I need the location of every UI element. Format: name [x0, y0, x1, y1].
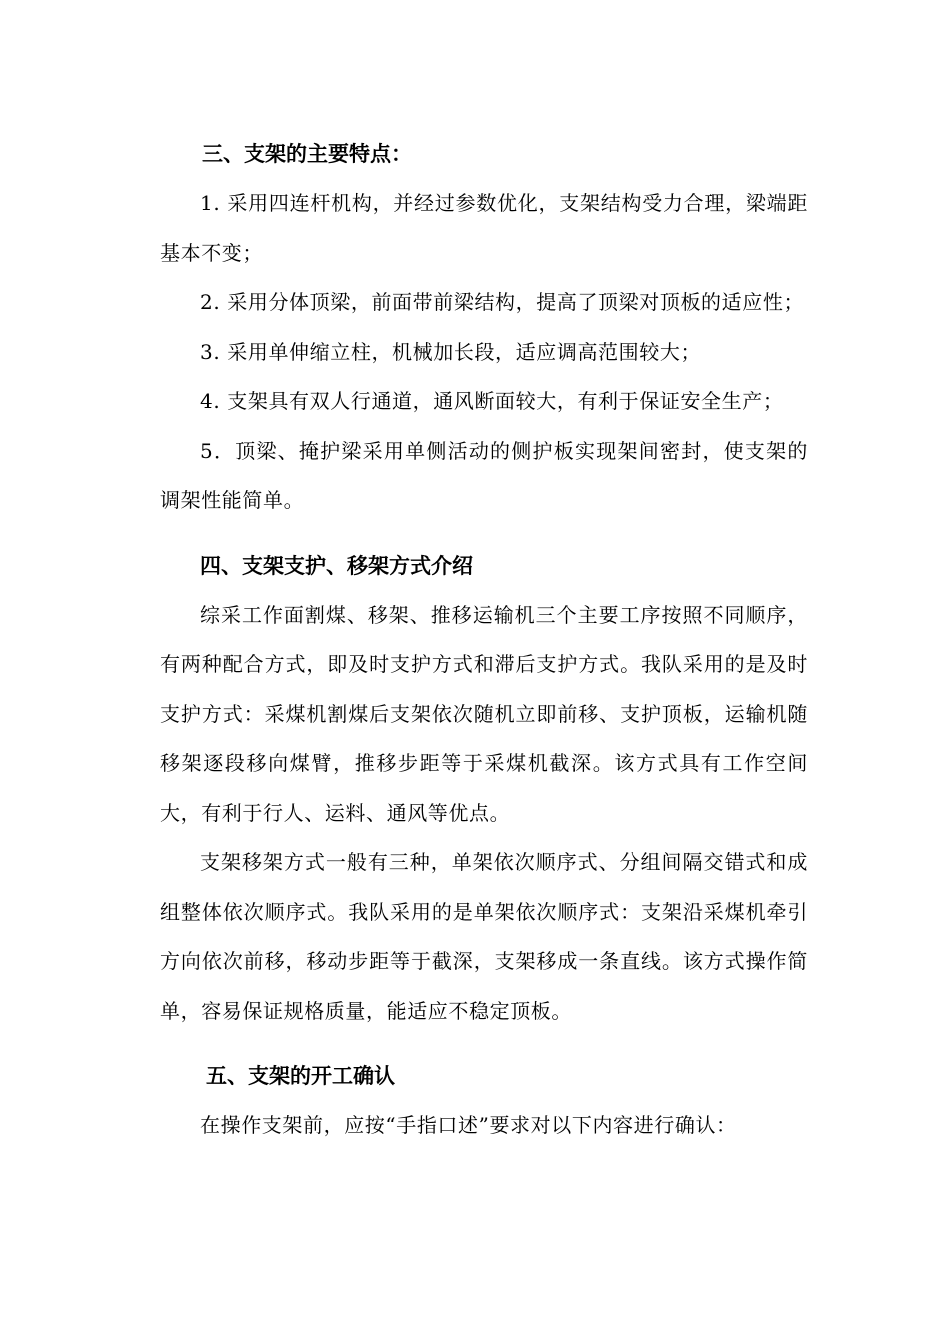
section-4-heading: 四、支架支护、移架方式介绍 [200, 553, 473, 578]
section-3-heading: 三、支架的主要特点： [202, 142, 412, 166]
section-4-paragraph-1: 综采工作面割煤、移架、推移运输机三个主要工序按照不同顺序，有两种配合方式，即及时支护方式和滞后支护方式。我队采用的是及时支护方式：采煤机割煤后支架依次随机立即前移、支护顶板，运输机随移架逐段移向煤臂，推移步距等于采煤机截深。该方式具有工作空间大，有利于行人、运料、通风等优点。 [160, 602, 808, 825]
section-3-item-2: 2. 采用分体顶梁，前面带前梁结构，提高了顶梁对顶板的适应性； [200, 290, 805, 314]
section-3-item-5: 5．顶梁、掩护梁采用单侧活动的侧护板实现架间密封，使支架的调架性能简单。 [160, 438, 808, 512]
section-3-item-1: 1. 采用四连杆机构，并经过参数优化，支架结构受力合理，梁端距基本不变； [160, 191, 808, 265]
section-5-heading: 五、支架的开工确认 [206, 1064, 395, 1088]
document-body [160, 130, 808, 1151]
section-4-paragraph-2: 支架移架方式一般有三种，单架依次顺序式、分组间隔交错式和成组整体依次顺序式。我队采用的是单架依次顺序式：支架沿采煤机牵引方向依次前移，移动步距等于截深，支架移成一条直线。该方式操作简单，容易保证规格质量，能适应不稳定顶板。 [160, 850, 808, 1023]
section-3-item-4: 4. 支架具有双人行通道，通风断面较大，有利于保证安全生产； [200, 389, 784, 413]
section-5-paragraph-1: 在操作支架前，应按“手指口述”要求对以下内容进行确认： [200, 1113, 737, 1137]
section-3-item-3: 3. 采用单伸缩立柱，机械加长段，适应调高范围较大； [200, 339, 702, 364]
